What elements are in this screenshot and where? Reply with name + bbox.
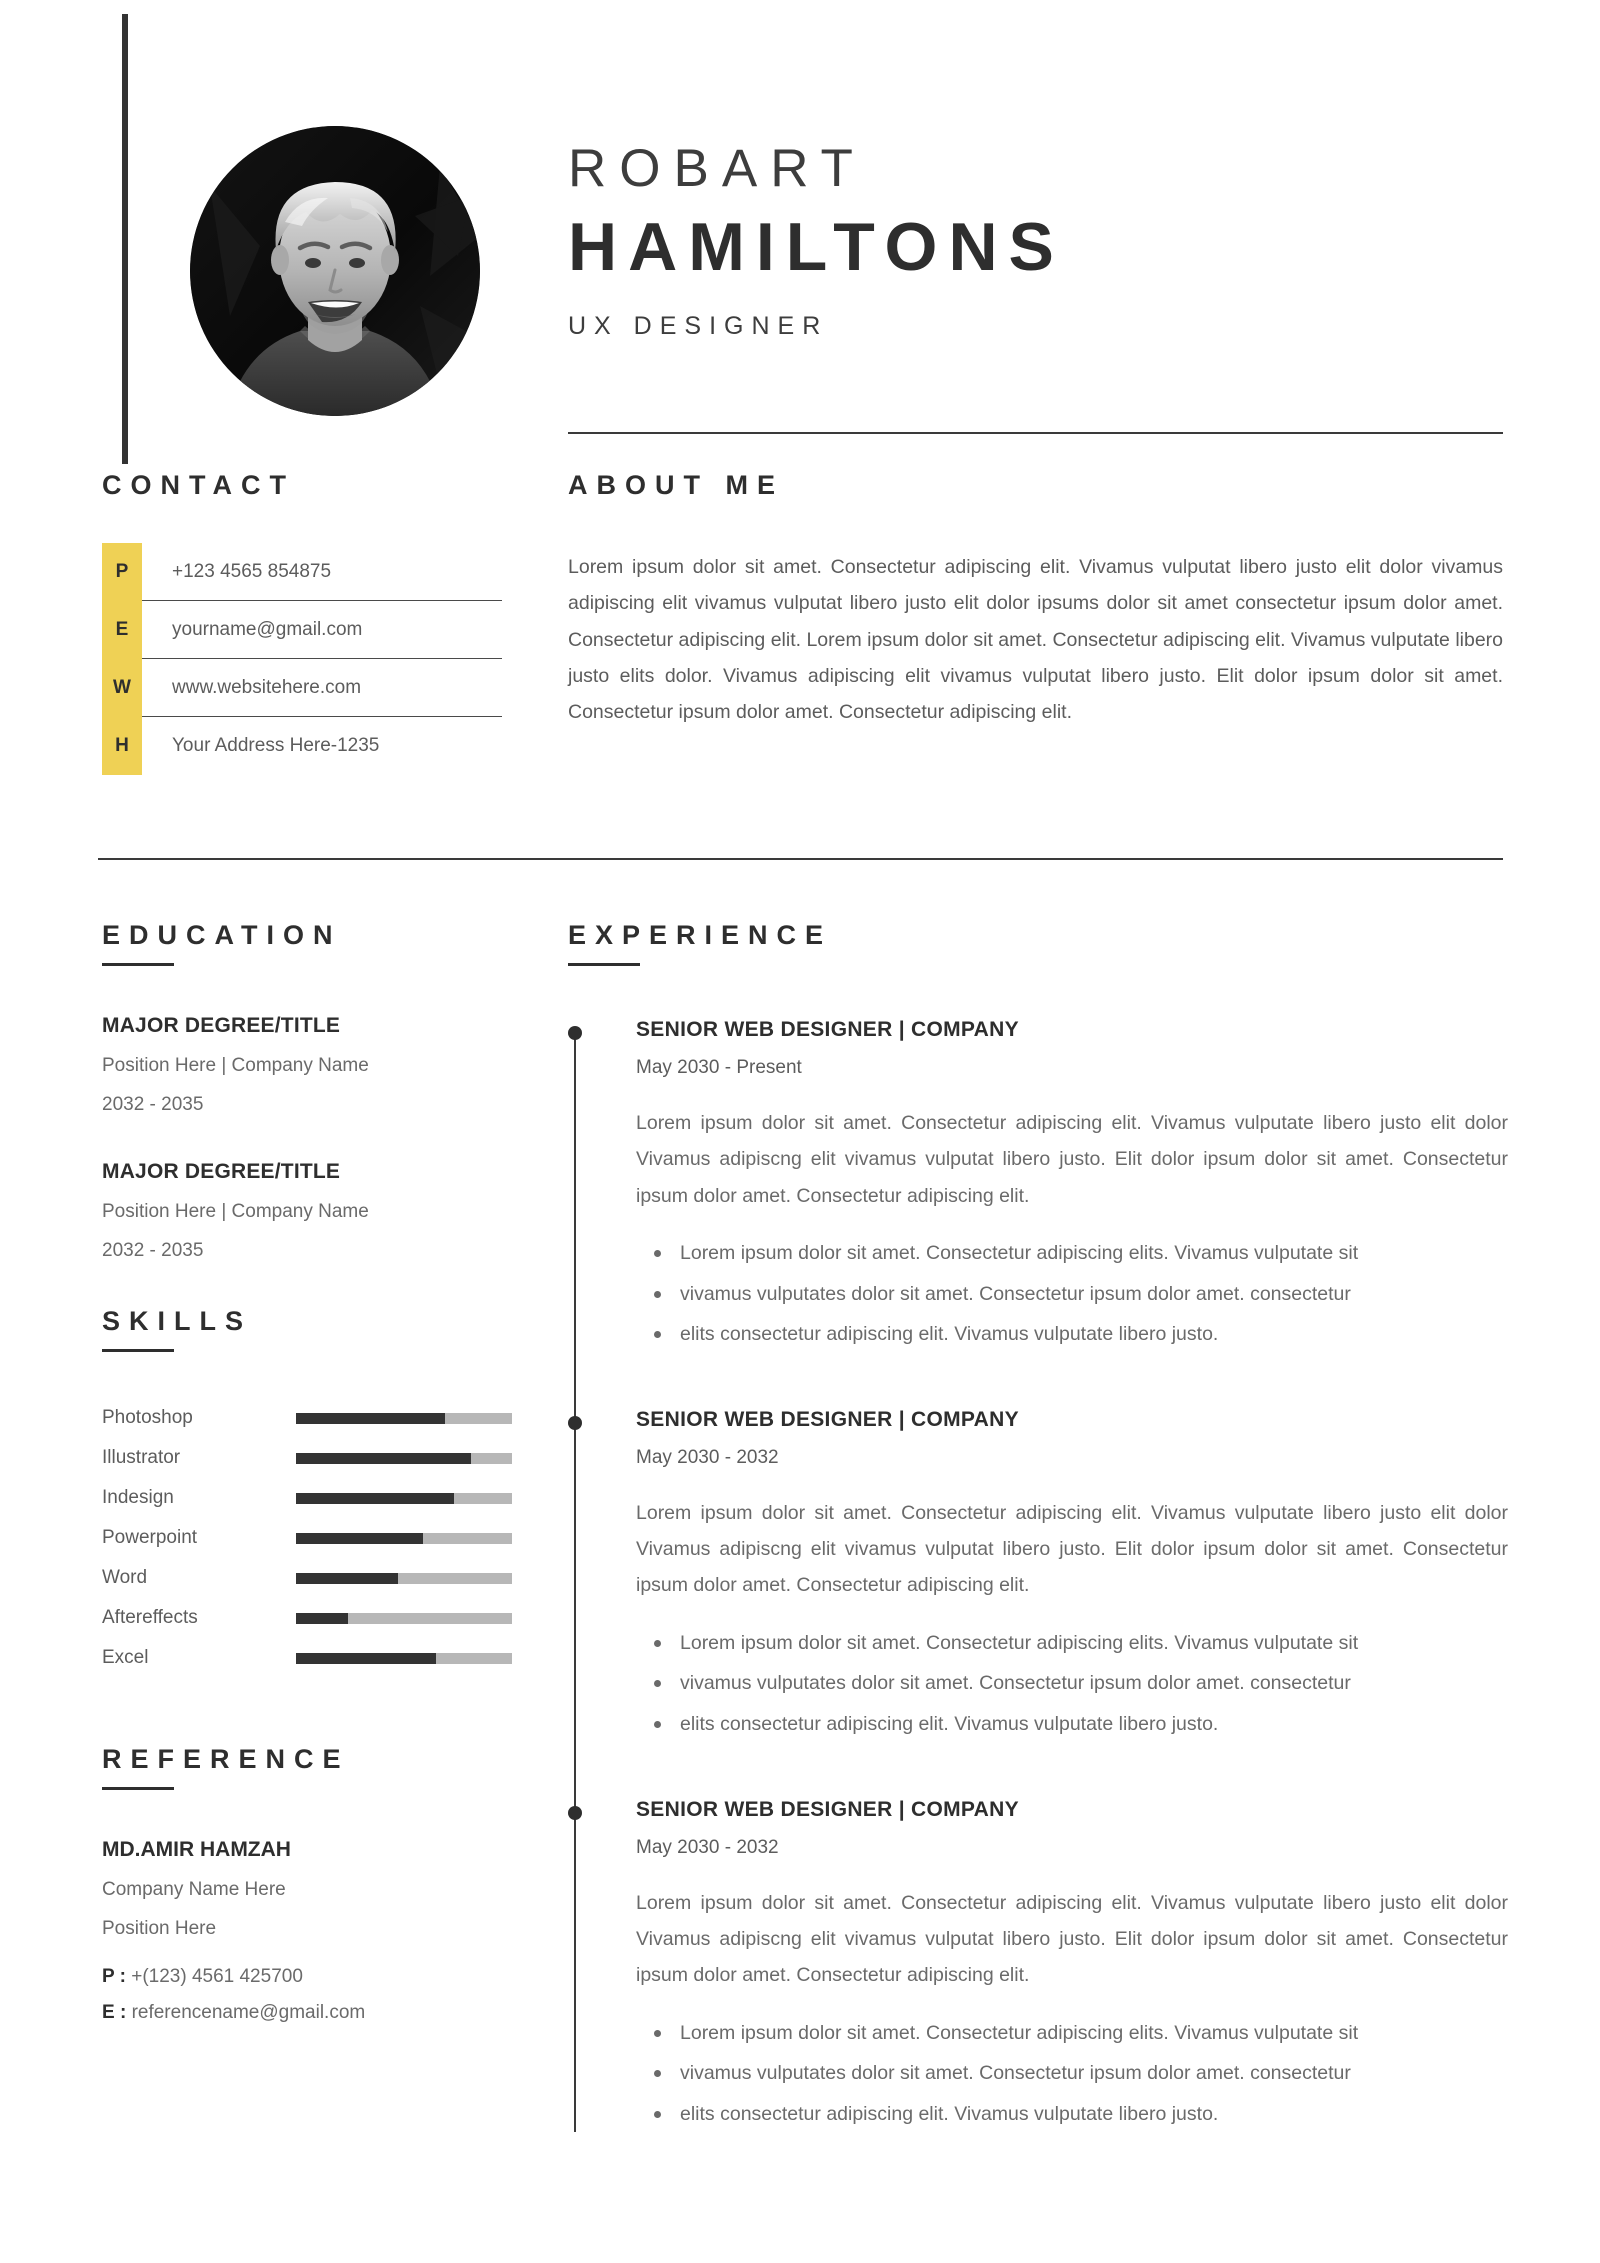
portrait-svg [190,126,480,416]
right-column [568,920,1508,2188]
reference-company: Company Name Here [102,1879,286,1900]
about-heading: ABOUT ME [568,470,784,500]
contact-row-phone[interactable] [102,543,502,601]
experience-bullet: Lorem ipsum dolor sit amet. Consectetur adipiscing elits. Vivamus vulputate sit [636,2016,1508,2051]
home-badge-icon: H [102,717,142,775]
profile-photo-image [190,126,480,416]
skill-progress-track [296,1413,512,1424]
reference-name: MD.AMIR HAMZAH [102,1838,291,1861]
reference-phone-key: P : [102,1966,126,1987]
skill-progress-track [296,1573,512,1584]
skill-progress-track [296,1613,512,1624]
experience-section [568,920,1508,2132]
skill-label: Indesign [102,1487,174,1508]
about-text: Lorem ipsum dolor sit amet. Consectetur adipiscing elit. Vivamus vulputat libero justo elit dolor vivamus adipiscing elit vivamus vulputat libero justo elit dolor ipsums dolor sit amet consectetur ipsum dolor amet. Consectetur adipiscing elit. Lorem ipsum dolor sit amet. Consectetur adipiscing elit. Vivamus vulputate libero justo elits dolor. Vivamus adipiscing elit vivamus vulputat libero justo. Elit dolor ipsum dolor sit amet. Consectetur ipsum dolor amet. Consectetur adipiscing elit. [568,556,1504,724]
experience-bullet: elits consectetur adipiscing elit. Vivamus vulputate libero justo. [636,2097,1508,2132]
skills-underline [102,1349,174,1352]
experience-item [568,1018,1508,1352]
reference-email [102,2002,512,2024]
experience-description: Lorem ipsum dolor sit amet. Consectetur adipiscing elit. Vivamus vulputate libero justo elit dolor Vivamus adipiscng elit vivamus vulputat libero justo. Elit dolor ipsum dolor sit amet. Consectetur ipsum dolor amet. Consectetur adipiscing elit. [636,1891,1508,1987]
reference-phone-value: +(123) 4561 425700 [131,1966,303,1987]
experience-bullet: Lorem ipsum dolor sit amet. Consectetur adipiscing elits. Vivamus vulputate sit [636,1236,1508,1271]
experience-bullet: vivamus vulputates dolor sit amet. Consectetur ipsum dolor amet. consectetur [636,1277,1508,1312]
skill-progress-fill [296,1453,471,1464]
education-item [102,1014,512,1116]
first-name: ROBART [568,139,866,198]
reference-email-key: E : [102,2002,127,2023]
experience-bullet: vivamus vulputates dolor sit amet. Consectetur ipsum dolor amet. consectetur [636,2056,1508,2091]
experience-bullet: Lorem ipsum dolor sit amet. Consectetur adipiscing elits. Vivamus vulputate sit [636,1626,1508,1661]
experience-bullets [636,1236,1508,1352]
timeline-dot-icon [568,1806,582,1820]
contact-email-value: yourname@gmail.com [142,601,502,659]
skill-row-excel [102,1638,512,1678]
skills-heading: SKILLS [102,1306,253,1336]
contact-phone-value: +123 4565 854875 [142,543,502,601]
job-title: UX DESIGNER [568,312,829,341]
experience-bullets [636,1626,1508,1742]
education-years: 2032 - 2035 [102,1240,204,1261]
contact-address-value: Your Address Here-1235 [172,735,380,756]
experience-underline [568,963,640,966]
skill-label: Illustrator [102,1447,181,1468]
contact-list [102,543,502,775]
skill-label: Word [102,1567,148,1588]
skill-label: Photoshop [102,1407,193,1428]
skill-label: Powerpoint [102,1527,198,1548]
header-accent-bar [122,14,128,464]
experience-date: May 2030 - 2032 [636,1446,779,1468]
education-meta: Position Here | Company Name [102,1055,369,1076]
education-degree: MAJOR DEGREE/TITLE [102,1014,341,1037]
experience-date: May 2030 - Present [636,1057,802,1078]
reference-underline [102,1787,174,1790]
left-column [102,920,512,2024]
experience-list [568,1018,1508,2132]
header-divider [568,432,1503,434]
skill-label: Aftereffects [102,1607,198,1628]
skill-progress-fill [296,1533,423,1544]
experience-bullet: vivamus vulputates dolor sit amet. Consectetur ipsum dolor amet. consectetur [636,1666,1508,1701]
skill-label: Excel [102,1647,149,1668]
education-list [102,1014,512,1262]
reference-section [102,1744,512,2024]
avatar [190,126,480,416]
experience-heading: EXPERIENCE [568,920,833,950]
reference-email-value: referencename@gmail.com [131,2002,366,2023]
experience-title: SENIOR WEB DESIGNER | COMPANY [636,1018,1019,1041]
experience-bullets [636,2016,1508,2132]
experience-bullet: elits consectetur adipiscing elit. Vivamus vulputate libero justo. [636,1317,1508,1352]
skill-progress-fill [296,1493,454,1504]
website-badge-icon: W [102,659,142,717]
skills-list [102,1398,512,1678]
skill-row-photoshop [102,1398,512,1438]
education-years: 2032 - 2035 [102,1094,204,1115]
skill-progress-track [296,1653,512,1664]
contact-row-email[interactable] [102,601,502,659]
skills-section [102,1306,512,1678]
contact-row-website[interactable] [102,659,502,717]
upper-body [0,470,1600,860]
skill-row-powerpoint [102,1518,512,1558]
phone-badge-icon: P [102,543,142,601]
skill-row-illustrator [102,1438,512,1478]
education-section [102,920,512,1262]
education-item [102,1160,512,1262]
experience-description: Lorem ipsum dolor sit amet. Consectetur adipiscing elit. Vivamus vulputate libero justo elit dolor Vivamus adipiscng elit vivamus vulputat libero justo. Elit dolor ipsum dolor sit amet. Consectetur ipsum dolor amet. Consectetur adipiscing elit. [636,1501,1508,1597]
skill-progress-fill [296,1653,436,1664]
contact-section [102,470,502,775]
skill-progress-track [296,1453,512,1464]
email-badge-icon: E [102,601,142,659]
experience-date: May 2030 - 2032 [636,1836,779,1858]
skill-row-word [102,1558,512,1598]
timeline-dot-icon [568,1026,582,1040]
header-text-block [568,140,1503,341]
resume-header [0,0,1600,470]
last-name: HAMILTONS [568,209,1065,286]
section-divider [98,858,1503,860]
skill-row-indesign [102,1478,512,1518]
contact-row-address[interactable] [102,717,502,775]
skill-progress-track [296,1533,512,1544]
reference-position: Position Here [102,1918,217,1939]
reference-phone [102,1966,512,1988]
experience-bullet: elits consectetur adipiscing elit. Vivamus vulputate libero justo. [636,1707,1508,1742]
reference-body [102,1838,512,2024]
experience-title: SENIOR WEB DESIGNER | COMPANY [636,1797,1019,1821]
timeline-dot-icon [568,1416,582,1430]
contact-heading: CONTACT [102,470,295,500]
experience-item [568,1798,1508,2132]
skill-progress-fill [296,1413,445,1424]
skill-progress-track [296,1493,512,1504]
education-meta: Position Here | Company Name [102,1201,369,1222]
education-degree: MAJOR DEGREE/TITLE [102,1160,341,1183]
skill-progress-fill [296,1573,398,1584]
reference-heading: REFERENCE [102,1744,350,1774]
about-section [568,470,1503,730]
skill-row-aftereffects [102,1598,512,1638]
education-underline [102,963,174,966]
contact-website-value: www.websitehere.com [142,659,502,717]
education-heading: EDUCATION [102,920,342,950]
experience-title: SENIOR WEB DESIGNER | COMPANY [636,1407,1019,1431]
experience-description: Lorem ipsum dolor sit amet. Consectetur adipiscing elit. Vivamus vulputate libero justo elit dolor Vivamus adipiscng elit vivamus vulputat libero justo. Elit dolor ipsum dolor sit amet. Consectetur ipsum dolor amet. Consectetur adipiscing elit. [636,1112,1508,1207]
skill-progress-fill [296,1613,348,1624]
experience-item [568,1408,1508,1742]
